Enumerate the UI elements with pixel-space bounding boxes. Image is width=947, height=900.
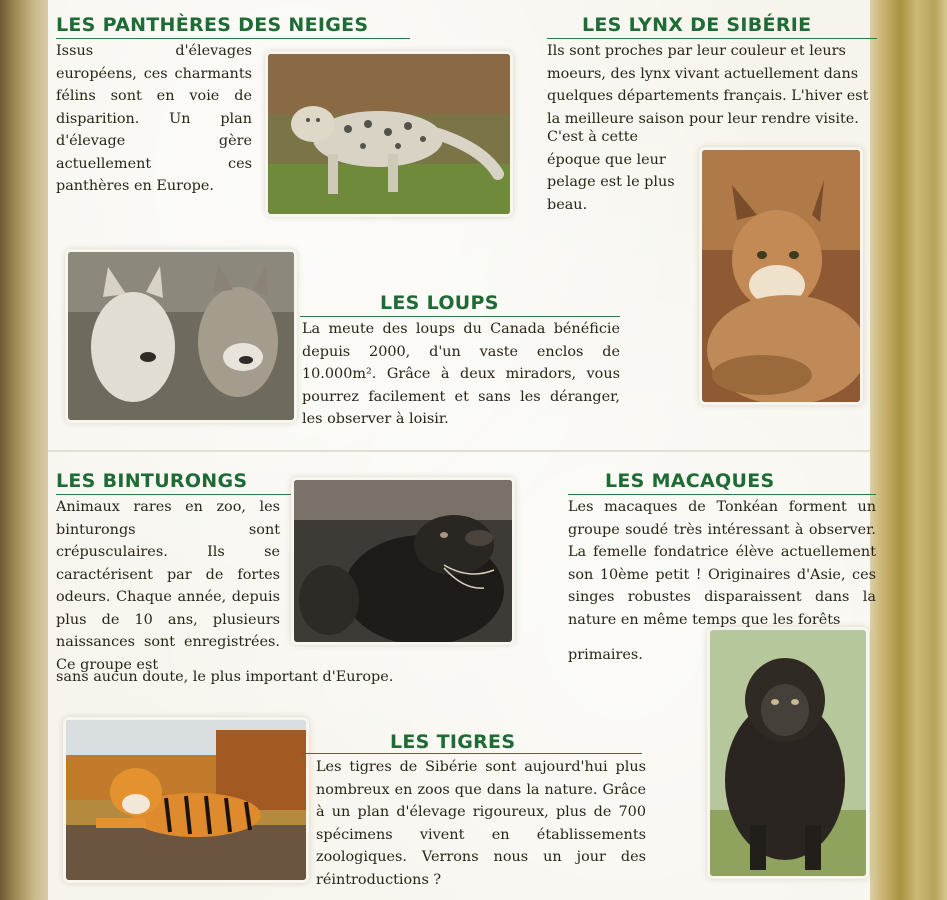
section-text-pantheres: Issus d'élevages européens, ces charmants félins sont en voie de disparition. Un plan d'élevage gère actuellement ces panthères en Europe.	[56, 43, 252, 194]
section-text-lynx-end: C'est à cette époque que leur pelage est le plus beau.	[547, 129, 675, 213]
lynx-photo	[702, 150, 860, 402]
right-frame-border	[862, 0, 947, 900]
section-text-tigres: Les tigres de Sibérie sont aujourd'hui plus nombreux en zoos que dans la nature. Grâce à un plan d'élevage rigoureux, plus de 700 spécimens vivent en établissements zoologiques. Verrons nous un jour des réintroductions ?	[316, 759, 646, 888]
section-title-pantheres: LES PANTHÈRES DES NEIGES	[56, 14, 369, 36]
title-underline	[300, 316, 620, 317]
title-underline	[302, 753, 642, 754]
title-underline	[547, 38, 877, 39]
title-underline	[568, 494, 876, 495]
section-text-macaques: Les macaques de Tonkéan forment un groupe soudé très intéressant à observer. La femelle fondatrice élève actuellement son 10ème petit ! Originaires d'Asie, ces singes robustes disparaissent dans la nature en même temps que les forêts	[568, 499, 876, 628]
section-text-binturongs: Animaux rares en zoo, les binturongs sont crépusculaires. Ils se caractérisent par de fortes odeurs. Chaque année, depuis plus de 10 ans, plusieurs naissances sont enregistrées. Ce groupe est	[56, 499, 280, 673]
section-text-loups: La meute des loups du Canada bénéficie depuis 2000, d'un vaste enclos de 10.000m². Grâce à deux miradors, vous pourrez facilement et sans les déranger, les observer à loisir.	[302, 321, 620, 427]
section-text-lynx: Ils sont proches par leur couleur et leurs moeurs, des lynx vivant actuellement dans quelques départements français. L'hiver est la meilleure saison pour leur rendre visite.	[547, 43, 869, 127]
section-text-macaques-end: primaires.	[568, 647, 643, 663]
section-title-binturongs: LES BINTURONGS	[56, 470, 248, 492]
section-title-lynx: LES LYNX DE SIBÉRIE	[582, 14, 812, 36]
snow-leopard-photo	[268, 54, 510, 214]
section-title-macaques: LES MACAQUES	[605, 470, 775, 492]
page-fold	[48, 450, 870, 452]
macaque-photo	[710, 630, 866, 876]
tiger-photo	[66, 720, 306, 880]
wolves-photo	[68, 252, 294, 420]
section-title-tigres: LES TIGRES	[390, 731, 516, 753]
section-title-loups: LES LOUPS	[380, 292, 499, 314]
title-underline	[56, 494, 296, 495]
title-underline	[56, 38, 410, 39]
section-text-binturongs-end: sans aucun doute, le plus important d'Europe.	[56, 669, 394, 685]
binturong-photo	[294, 480, 512, 642]
